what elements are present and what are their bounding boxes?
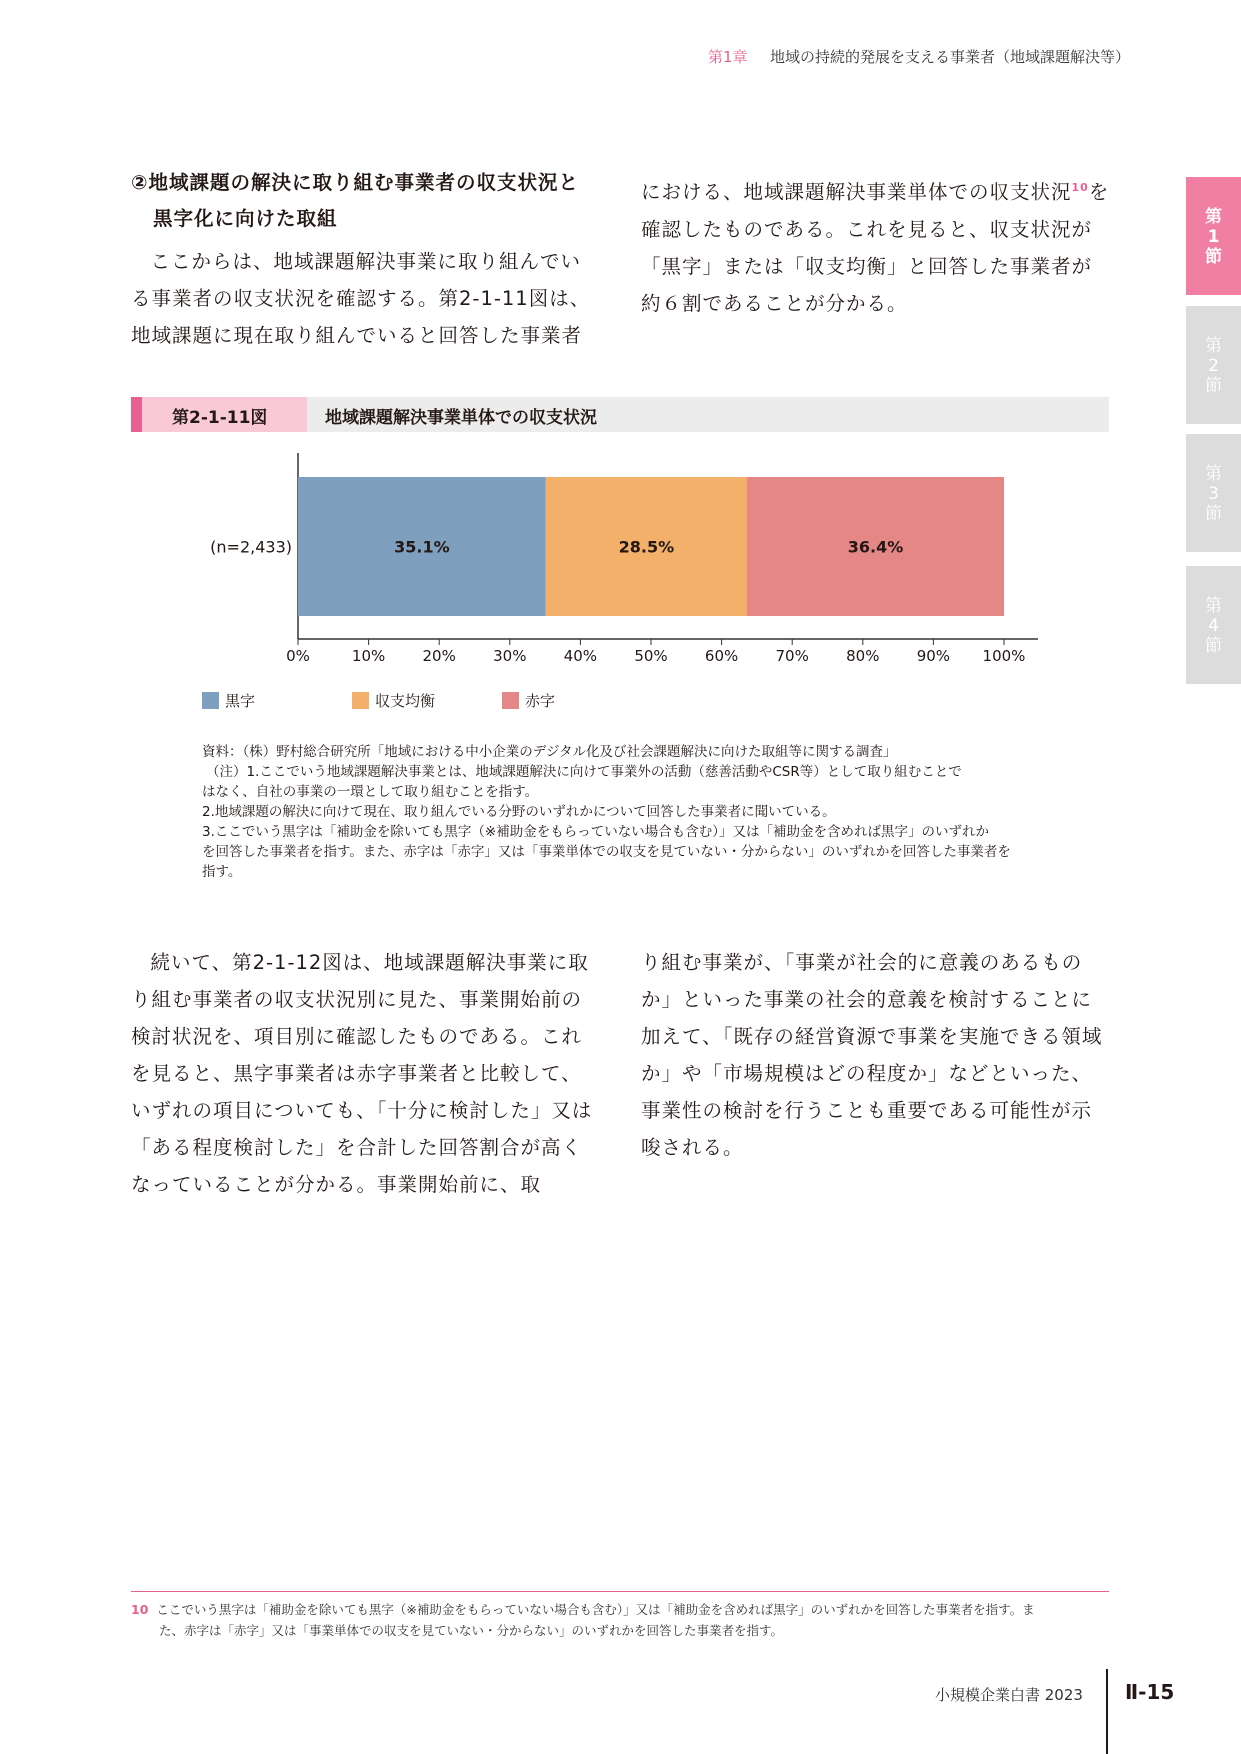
book-title: 小規模企業白書 2023 xyxy=(935,1686,1083,1704)
category-label: (n=2,433) xyxy=(210,537,292,557)
footnote-text: ここでいう黒字は「補助金を除いても黒字（※補助金をもらっていない場合も含む）」又は「補助金を含めれば黒字」のいずれかを回答した事業者を指す。ま xyxy=(156,1602,1035,1617)
chapter-label: 第1章 xyxy=(708,48,748,66)
note: はなく、自社の事業の一環として取り組むことを指す。 xyxy=(202,784,539,800)
x-tick-label: 50% xyxy=(634,647,668,665)
note: 2.地域課題の解決に向けて現在、取り組んでいる分野のいずれかについて回答した事業者に聞いている。 xyxy=(202,804,836,820)
chapter-title: 地域の持続的発展を支える事業者（地域課題解決等） xyxy=(770,48,1131,66)
legend-swatch xyxy=(202,692,219,709)
footnote-ref[interactable]: 10 xyxy=(1071,181,1089,194)
paragraph-text: を確認したものである。これを見ると、収支状況が「黒字」または「収支均衡」と回答した事業者が約６割であることが分かる。 xyxy=(641,180,1110,315)
footnote-text: た、赤字は「赤字」又は「事業単体での収支を見ていない・分からない」のいずれかを回答した事業者を指す。 xyxy=(159,1623,784,1638)
tab-label: 節 xyxy=(1205,376,1222,396)
heading-line: 黒字化に向けた取組 xyxy=(153,207,338,230)
tab-label: 第 xyxy=(1205,596,1222,616)
data-label: 36.4% xyxy=(847,537,904,557)
legend-item xyxy=(202,690,255,711)
footnote xyxy=(131,1599,1111,1641)
note: 3.ここでいう黒字は「補助金を除いても黒字（※補助金をもらっていない場合も含む）」又は「補助金を含めれば黒字」のいずれか xyxy=(202,824,989,840)
figure-accent xyxy=(131,397,142,432)
tab-label: 2 xyxy=(1208,356,1219,376)
figure-title: 地域課題解決事業単体での収支状況 xyxy=(325,408,597,428)
stacked-bar-chart xyxy=(180,445,1060,675)
figure-number: 第2-1-11図 xyxy=(172,408,268,428)
heading-line: ②地域課題の解決に取り組む事業者の収支状況と xyxy=(131,171,580,194)
legend-swatch xyxy=(502,692,519,709)
data-label: 35.1% xyxy=(394,537,450,557)
footnote-number: 10 xyxy=(131,1602,149,1617)
x-tick-label: 70% xyxy=(775,647,809,665)
tab-label: 第 xyxy=(1205,207,1222,227)
tab-section-1[interactable] xyxy=(1186,177,1241,295)
tab-label: 1 xyxy=(1207,227,1220,247)
tab-label: 第 xyxy=(1205,336,1222,356)
paragraph-left: ここからは、地域課題解決事業に取り組んでいる事業者の収支状況を確認する。第2-1-11図は、地域課題に現在取り組んでいると回答した事業者 xyxy=(131,250,591,347)
note: （注）1.ここでいう地域課題解決事業とは、地域課題解決に向けて事業外の活動（慈善活動やCSR等）として取り組むことで xyxy=(206,764,962,780)
paragraph-right-2: り組む事業が、「事業が社会的に意義のあるものか」といった事業の社会的意義を検討することに加えて、「既存の経営資源で事業を実施できる領域か」や「市場規模はどの程度か」などといった、事業性の検討を行うことも重要である可能性が示唆される。 xyxy=(641,951,1103,1159)
tab-label: 節 xyxy=(1205,247,1222,267)
legend-label: 収支均衡 xyxy=(375,692,436,710)
tab-section-2[interactable] xyxy=(1186,306,1241,424)
x-tick-label: 40% xyxy=(563,647,598,665)
tab-label: 4 xyxy=(1208,616,1219,636)
paragraph-left-2: 続いて、第2-1-12図は、地域課題解決事業に取り組む事業者の収支状況別に見た、事業開始前の検討状況を、項目別に確認したものである。これを見ると、黒字事業者は赤字事業者と比較して、いずれの項目についても、「十分に検討した」又は「ある程度検討した」を合計した回答割合が高くなっていることが分かる。事業開始前に、取 xyxy=(131,951,593,1196)
tab-label: 第 xyxy=(1205,464,1222,484)
paragraph-text: における、地域課題解決事業単体での収支状況 xyxy=(641,180,1072,204)
note: 指す。 xyxy=(202,864,242,880)
source-note: 資料：（株）野村総合研究所「地域における中小企業のデジタル化及び社会課題解決に向けた取組等に関する調査」 xyxy=(202,744,897,760)
page-number: Ⅱ-15 xyxy=(1125,1680,1175,1704)
x-tick-label: 100% xyxy=(982,647,1026,665)
tab-label: 3 xyxy=(1208,484,1219,504)
tab-label: 節 xyxy=(1205,636,1222,656)
legend-item xyxy=(352,690,435,711)
legend-label: 赤字 xyxy=(525,692,556,710)
paragraph-right xyxy=(641,169,1111,322)
x-tick-label: 80% xyxy=(846,647,880,665)
x-tick-label: 10% xyxy=(351,647,386,665)
section-heading xyxy=(131,165,601,237)
x-tick-label: 60% xyxy=(704,647,739,665)
legend-swatch xyxy=(352,692,369,709)
legend-item xyxy=(502,690,555,711)
tab-section-3[interactable] xyxy=(1186,434,1241,552)
x-tick-label: 90% xyxy=(916,647,951,665)
x-tick-label: 20% xyxy=(422,647,456,665)
tab-label: 節 xyxy=(1205,504,1222,524)
page-divider xyxy=(1106,1669,1108,1754)
x-tick-label: 30% xyxy=(493,647,527,665)
footnote-divider xyxy=(131,1591,1109,1592)
figure-notes xyxy=(202,742,1042,882)
x-tick-label: 0% xyxy=(286,647,310,665)
note: を回答した事業者を指す。また、赤字は「赤字」又は「事業単体での収支を見ていない・分からない」のいずれかを回答した事業者を xyxy=(202,844,1011,860)
legend-label: 黒字 xyxy=(225,692,256,710)
data-label: 28.5% xyxy=(618,537,675,557)
tab-section-4[interactable] xyxy=(1186,566,1241,684)
